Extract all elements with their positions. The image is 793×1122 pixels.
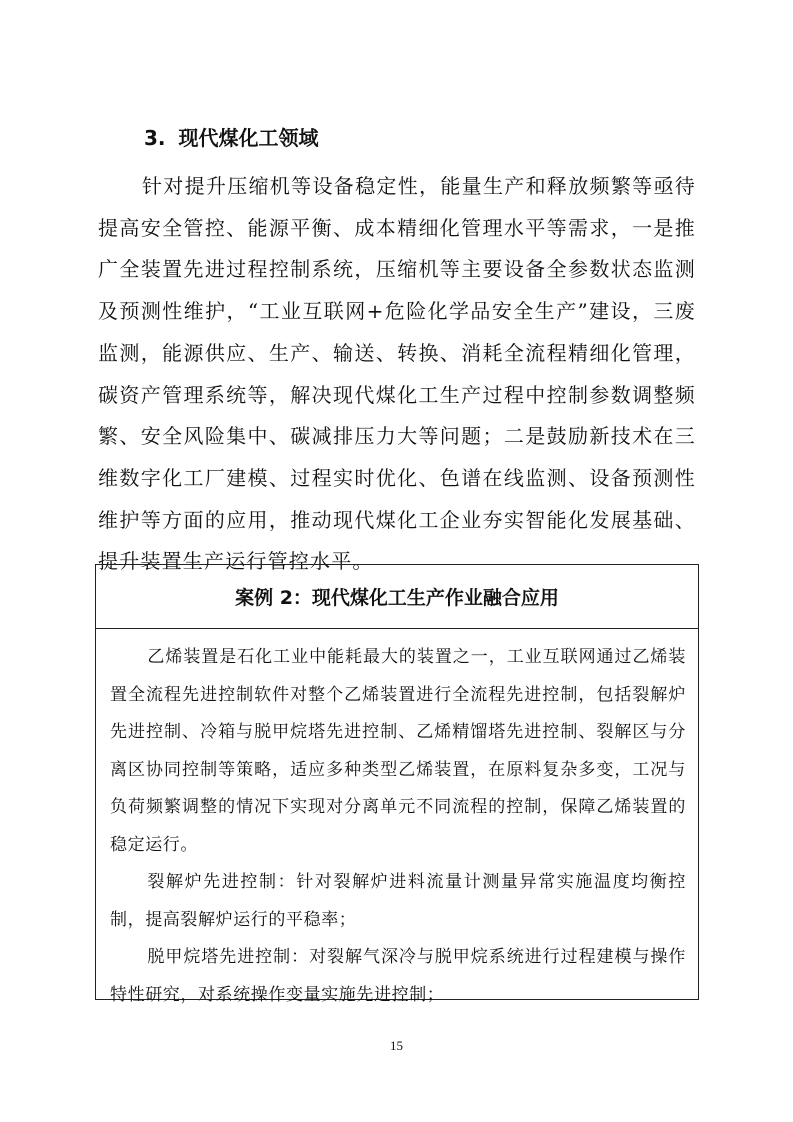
case-paragraph-demethanizer: 脱甲烷塔先进控制：对裂解气深冷与脱甲烷系统进行过程建模与操作特性研究，对系统操作变量实施先进控制； xyxy=(110,947,686,1005)
section-title: 现代煤化工领域 xyxy=(178,126,319,150)
section-number: 3. xyxy=(144,126,166,150)
body-text xyxy=(98,166,696,583)
case-paragraph-cracking-furnace: 裂解炉先进控制：针对裂解炉进料流量计测量异常实施温度均衡控制，提高裂解炉运行的平稳率； xyxy=(110,872,686,930)
case-box xyxy=(95,564,699,1005)
page-number: 15 xyxy=(390,1038,403,1053)
section-heading xyxy=(144,122,318,151)
case-body xyxy=(96,629,698,1014)
case-title: 案例 2：现代煤化工生产作业融合应用 xyxy=(96,565,698,629)
case-paragraph-intro: 乙烯装置是石化工业中能耗最大的装置之一，工业互联网通过乙烯装置全流程先进控制软件对整个乙烯装置进行全流程先进控制，包括裂解炉先进控制、冷箱与脱甲烷塔先进控制、乙烯精馏塔先进控制、裂解区与分离区协同控制等策略，适应多种类型乙烯装置，在原料复杂多变，工况与负荷频繁调整的情况下实现对分离单元不同流程的控制，保障乙烯装置的稳定运行。 xyxy=(110,647,686,855)
body-paragraph: 针对提升压缩机等设备稳定性，能量生产和释放频繁等亟待提高安全管控、能源平衡、成本精细化管理水平等需求，一是推广全装置先进过程控制系统，压缩机等主要设备全参数状态监测及预测性维护，“工业互联网+危险化学品安全生产”建设，三废监测，能源供应、生产、输送、转换、消耗全流程精细化管理，碳资产管理系统等，解决现代煤化工生产过程中控制参数调整频繁、安全风险集中、碳减排压力大等问题；二是鼓励新技术在三维数字化工厂建模、过程实时优化、色谱在线监测、设备预测性维护等方面的应用，推动现代煤化工企业夯实智能化发展基础、提升装置生产运行管控水平。 xyxy=(98,174,696,574)
